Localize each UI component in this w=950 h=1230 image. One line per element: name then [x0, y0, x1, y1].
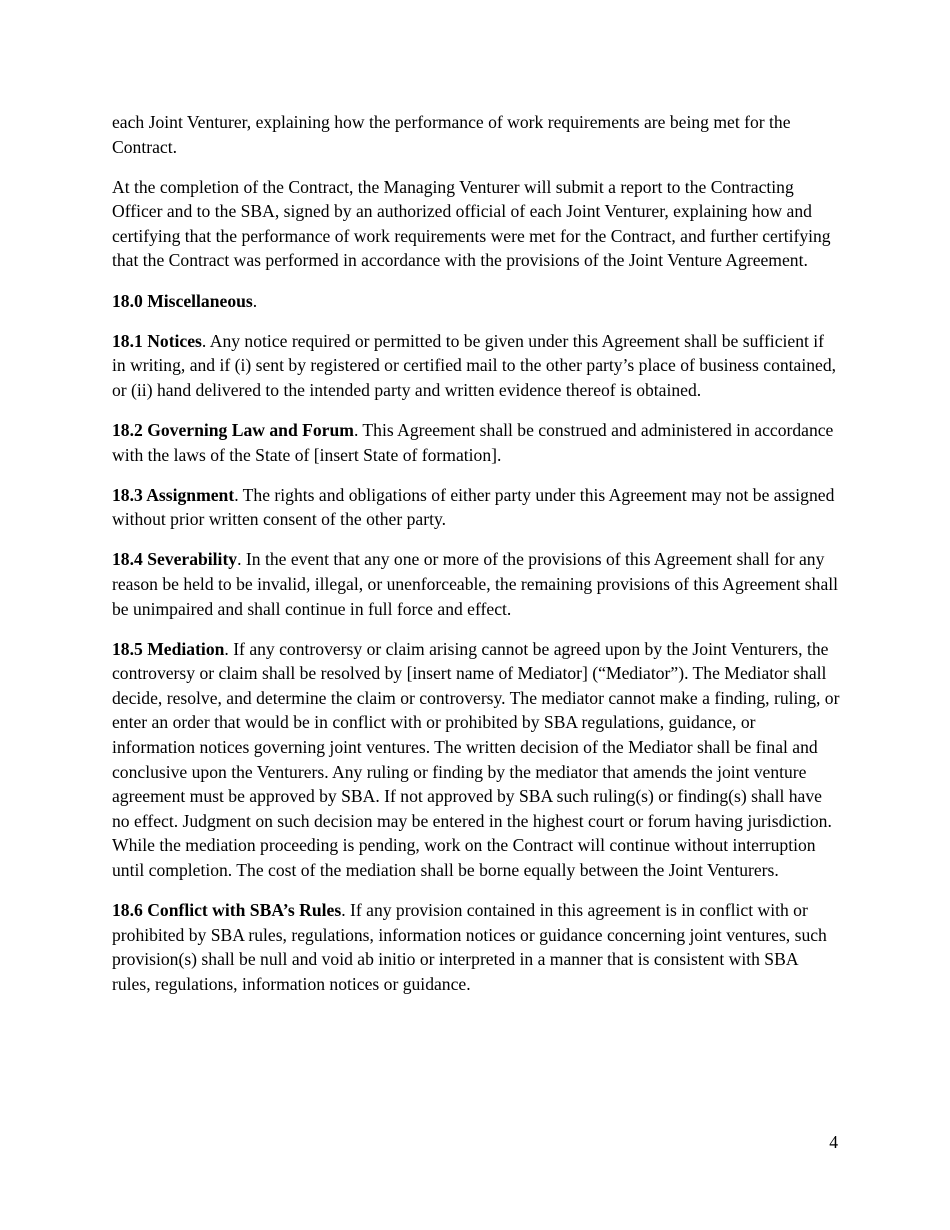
section-text: . Any notice required or permitted to be given under this Agreement shall be sufficient if in writing, and if (i) sent by registered or certified mail to the other party’s place of business contained, or (ii) hand delivered to the intended party and written evidence thereof is obtained. [112, 330, 837, 400]
section-text: . The rights and obligations of either party under this Agreement may not be assigned without prior written consent of the other party. [112, 484, 835, 530]
section-18-6 [112, 898, 840, 996]
section-text: . If any controversy or claim arising cannot be agreed upon by the Joint Venturers, the controversy or claim shall be resolved by [insert name of Mediator] (“Mediator”). The Mediator shall decide, resolve, and determine the claim or controversy. The mediator cannot make a finding, ruling, or enter an order that would be in conflict with or prohibited by SBA regulations, guidance, or information notices governing joint ventures. The written decision of the Mediator shall be final and conclusive upon the Venturers. Any ruling or finding by the mediator that amends the joint venture agreement must be approved by SBA. If not approved by SBA such ruling(s) or finding(s) shall have no effect. Judgment on such decision may be entered in the highest court or forum having jurisdiction. While the mediation proceeding is pending, work on the Contract will continue without interruption until completion. The cost of the mediation shall be borne equally between the Joint Venturers. [112, 638, 840, 880]
paragraph-text: each Joint Venturer, explaining how the performance of work requirements are being met for the Contract. [112, 112, 791, 157]
section-heading: 18.3 Assignment [112, 484, 235, 505]
section-heading: 18.6 Conflict with SBA’s Rules [112, 900, 342, 921]
section-text: . [252, 290, 258, 311]
section-18-3 [112, 483, 840, 532]
paragraph-completion-report [112, 175, 840, 273]
section-heading: 18.5 Mediation [112, 638, 225, 659]
section-18-5 [112, 637, 840, 883]
page-number: 4 [829, 1132, 838, 1152]
section-18-1 [112, 329, 840, 403]
section-18-0 [112, 289, 840, 314]
paragraph-report-continuation [112, 110, 840, 159]
paragraph-text: At the completion of the Contract, the Managing Venturer will submit a report to the Contracting Officer and to the SBA, signed by an authorized official of each Joint Venturer, explaining how and certifying that the performance of work requirements were met for the Contract, and further certifying that the Contract was performed in accordance with the provisions of the Joint Venture Agreement. [112, 176, 831, 271]
section-heading: 18.4 Severability [112, 549, 238, 570]
section-heading: 18.1 Notices [112, 330, 202, 351]
section-18-4 [112, 547, 840, 621]
section-text: . This Agreement shall be construed and administered in accordance with the laws of the State of [insert State of formation]. [112, 419, 834, 465]
section-18-2 [112, 418, 840, 467]
section-heading: 18.0 Miscellaneous [112, 290, 253, 311]
page-body [112, 110, 840, 1012]
section-text: . If any provision contained in this agreement is in conflict with or prohibited by SBA rules, regulations, information notices or guidance concerning joint ventures, such provision(s) shall be null and void ab initio or interpreted in a manner that is consistent with SBA rules, regulations, information notices or guidance. [112, 900, 827, 994]
section-text: . In the event that any one or more of the provisions of this Agreement shall for any reason be held to be invalid, illegal, or unenforceable, the remaining provisions of this Agreement shall be unimpaired and shall continue in full force and effect. [112, 549, 839, 619]
section-heading: 18.2 Governing Law and Forum [112, 419, 354, 440]
